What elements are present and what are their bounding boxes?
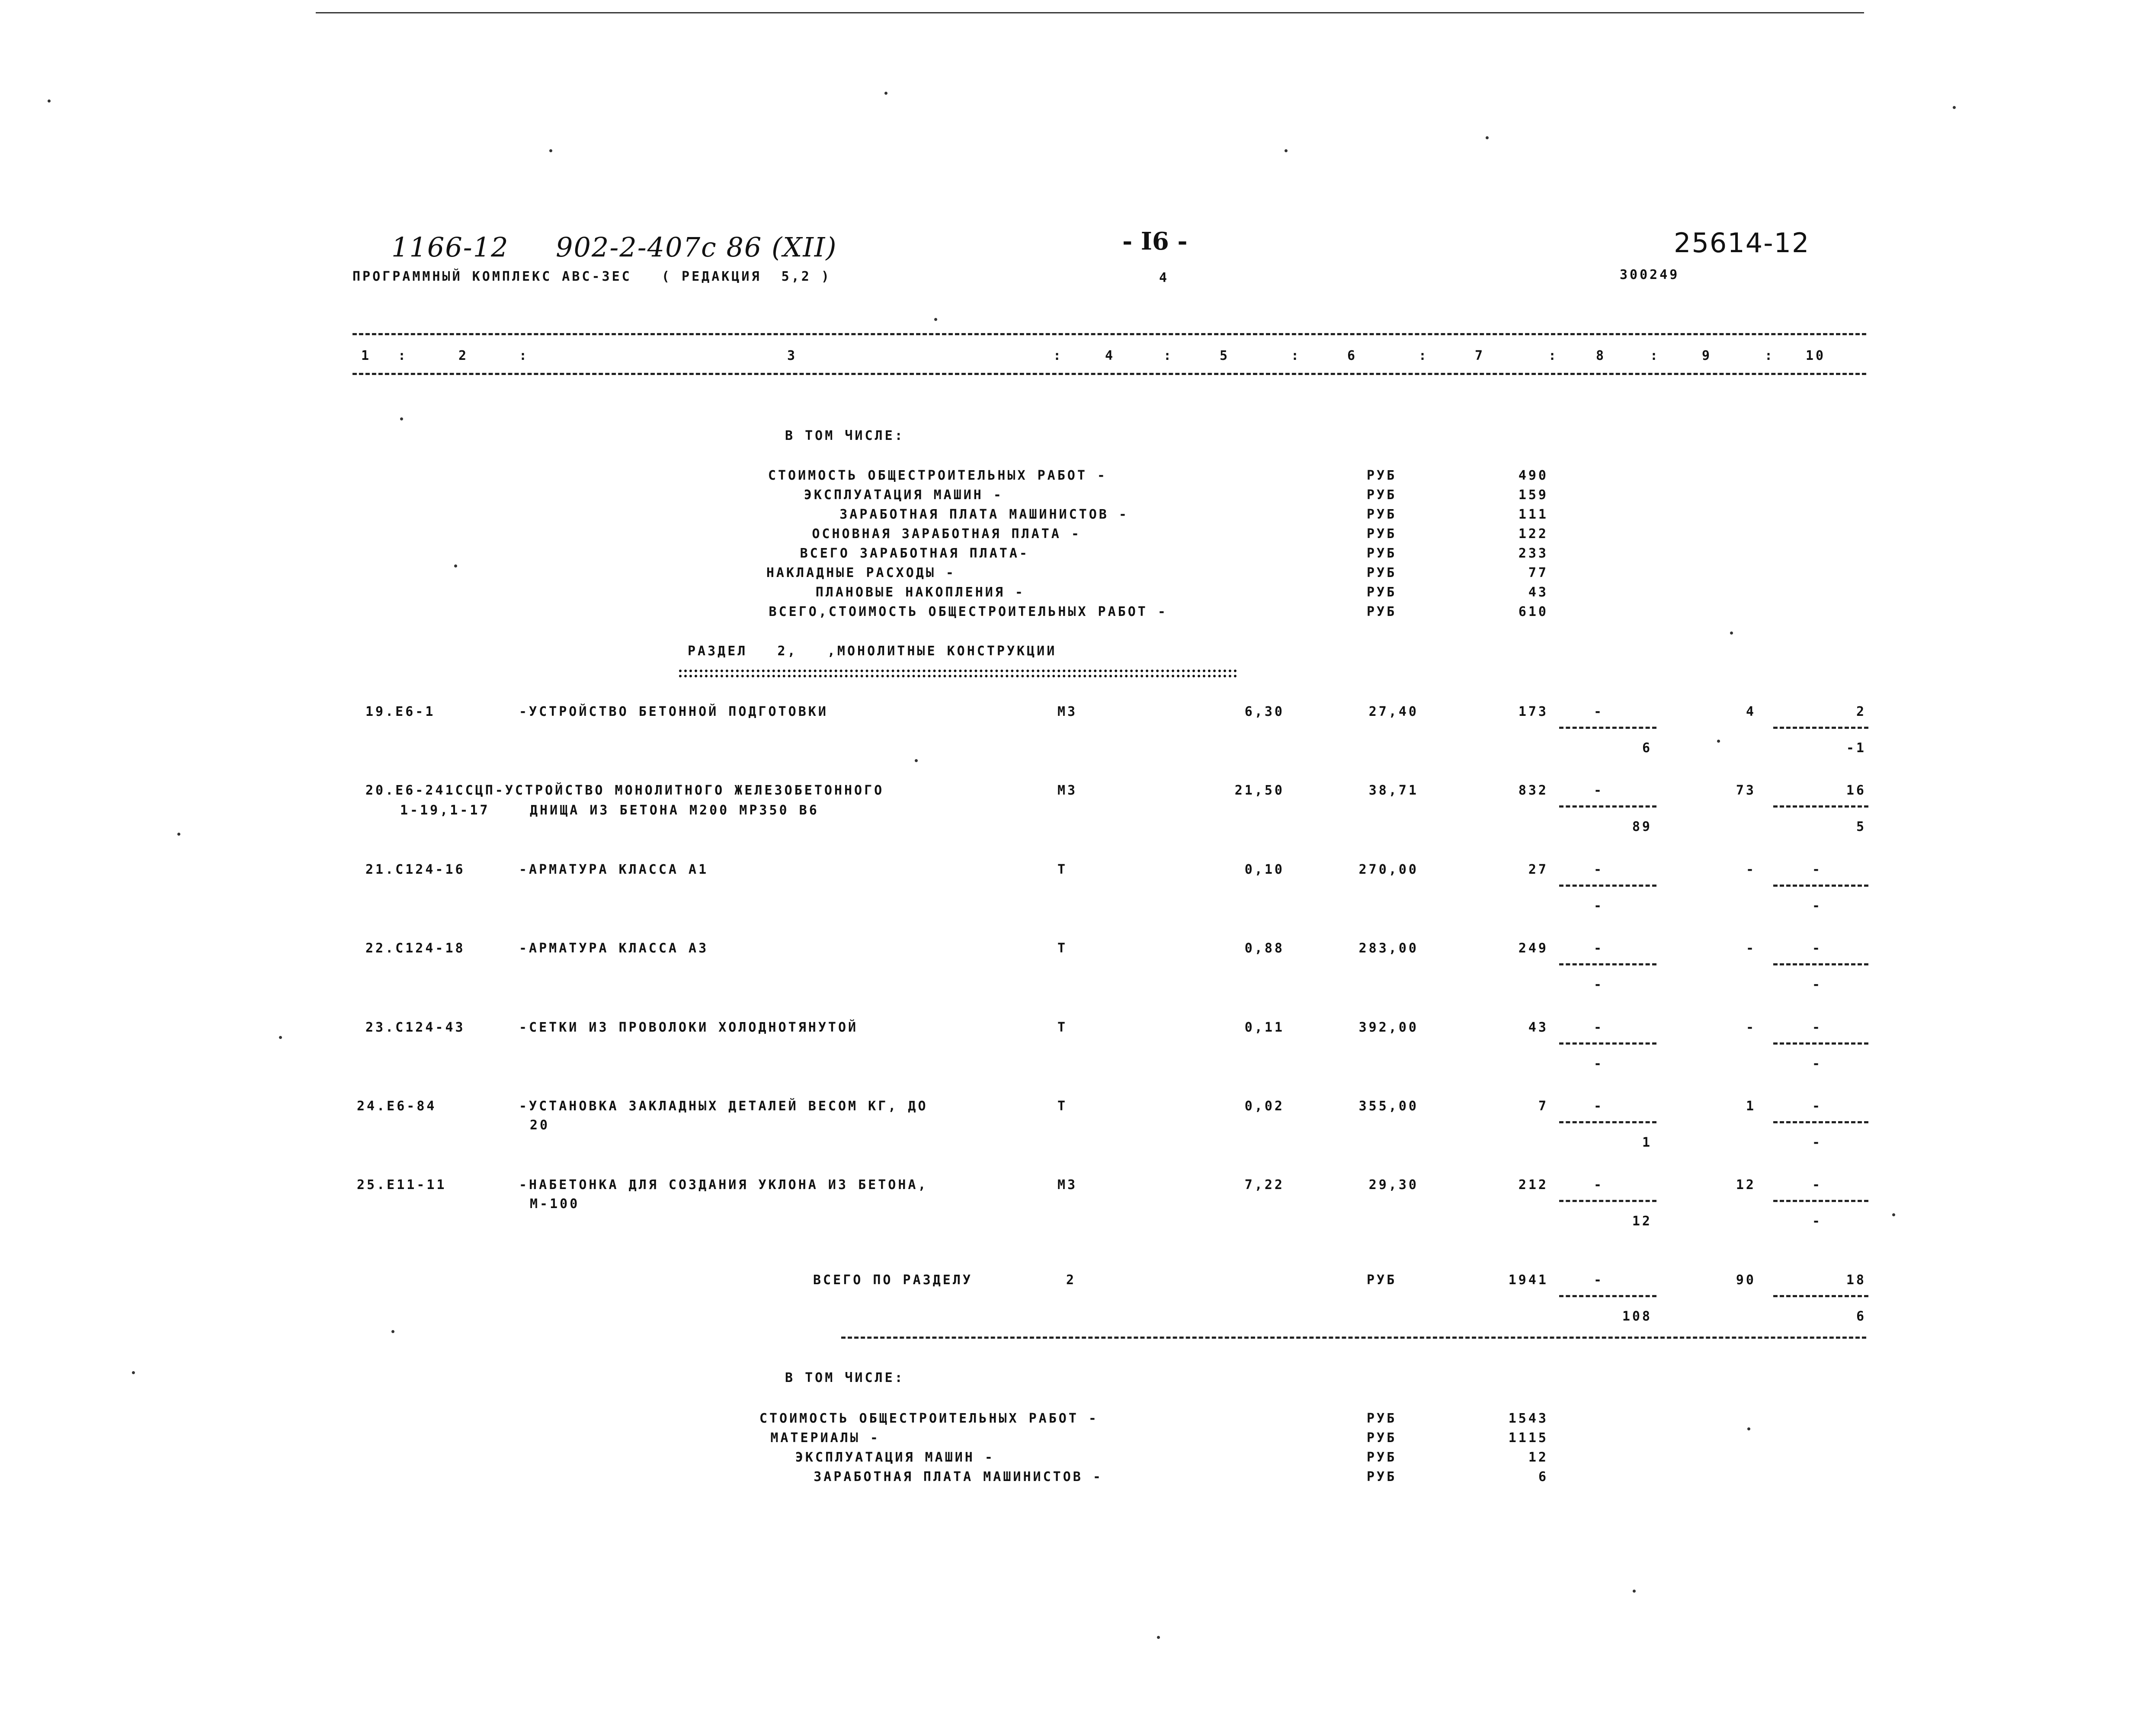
row-col8-rule: [1559, 805, 1656, 808]
row-col10-top: -: [1812, 1099, 1823, 1114]
summary-unit: РУБ: [1367, 487, 1397, 503]
scan-speck: [1747, 1427, 1750, 1430]
header-rule-bottom: [352, 373, 1866, 375]
row-col8-bottom: 1: [1642, 1135, 1652, 1150]
scan-speck: [915, 759, 918, 762]
section-total-value: 1941: [1508, 1273, 1548, 1288]
row-unit: М3: [1057, 783, 1078, 798]
row-quantity: 0,02: [1244, 1099, 1285, 1114]
section-subtitle: В ТОМ ЧИСЛЕ:: [785, 1370, 905, 1385]
row-quantity: 7,22: [1244, 1177, 1285, 1193]
row-total: 249: [1518, 941, 1548, 956]
handwritten-sheet-number: 1166-12: [391, 231, 509, 263]
summary-unit: РУБ: [1367, 1430, 1397, 1446]
row-quantity: 0,11: [1244, 1020, 1285, 1035]
scan-speck: [454, 564, 457, 567]
row-description: -УСТРОЙСТВО БЕТОННОЙ ПОДГОТОВКИ: [519, 704, 828, 719]
row-col10-bottom: -: [1812, 898, 1823, 914]
row-col8-top: -: [1594, 1177, 1604, 1193]
summary-label: МАТЕРИАЛЫ -: [770, 1430, 880, 1446]
summary-value: 490: [1518, 468, 1548, 483]
row-code: 25.Е11-11: [357, 1177, 447, 1193]
row-col10-top: -: [1812, 1177, 1823, 1193]
scan-speck: [1633, 1590, 1636, 1593]
row-col9: 12: [1736, 1177, 1756, 1193]
col-1: 1: [361, 348, 372, 363]
row-col10-top: -: [1812, 941, 1823, 956]
row-unit: Т: [1057, 1020, 1068, 1035]
row-col8-top: -: [1594, 1099, 1604, 1114]
scan-speck: [884, 92, 887, 95]
summary-unit: РУБ: [1367, 585, 1397, 600]
section-subtitle: В ТОМ ЧИСЛЕ:: [785, 428, 905, 443]
row-total: 7: [1538, 1099, 1548, 1114]
col-sep: :: [1291, 348, 1301, 363]
section-title-underline: [679, 675, 1237, 677]
col-sep: :: [398, 348, 408, 363]
row-price: 392,00: [1358, 1020, 1419, 1035]
summary-unit: РУБ: [1367, 1469, 1397, 1484]
row-description: -АРМАТУРА КЛАССА А3: [519, 941, 709, 956]
scan-speck: [391, 1330, 394, 1333]
row-col8-rule: [1559, 1121, 1656, 1123]
top-border-line: [316, 12, 1864, 13]
col-6: 6: [1347, 348, 1358, 363]
row-quantity: 0,88: [1244, 941, 1285, 956]
scan-speck: [1486, 136, 1489, 139]
row-col10-rule: [1773, 1200, 1868, 1202]
handwritten-inventory-number: 25614-12: [1674, 227, 1810, 259]
row-col8-top: -: [1594, 704, 1604, 719]
row-description: -НАБЕТОНКА ДЛЯ СОЗДАНИЯ УКЛОНА ИЗ БЕТОНА,: [519, 1177, 928, 1193]
summary-label: ВСЕГО ЗАРАБОТНАЯ ПЛАТА-: [800, 546, 1029, 561]
row-code-description: 20.Е6-241ССЦП-УСТРОЙСТВО МОНОЛИТНОГО ЖЕЛЕЗОБЕТОННОГО: [365, 783, 884, 798]
row-col8-bottom: -: [1594, 898, 1604, 914]
summary-unit: РУБ: [1367, 526, 1397, 542]
row-total: 832: [1518, 783, 1548, 798]
scan-speck: [1285, 149, 1288, 152]
summary-label: ПЛАНОВЫЕ НАКОПЛЕНИЯ -: [815, 585, 1025, 600]
col-4: 4: [1105, 348, 1115, 363]
summary-label: СТОИМОСТЬ ОБЩЕСТРОИТЕЛЬНЫХ РАБОТ -: [759, 1411, 1099, 1426]
section-total-col10-top: 18: [1846, 1273, 1866, 1288]
row-col10-rule: [1773, 963, 1868, 965]
section-total-col10-rule: [1773, 1295, 1868, 1297]
summary-value: 6: [1538, 1469, 1548, 1484]
summary-label: ЭКСПЛУАТАЦИЯ МАШИН -: [804, 487, 1003, 503]
summary-value: 1543: [1508, 1411, 1548, 1426]
row-unit: Т: [1057, 862, 1068, 877]
section-total-number: 2: [1066, 1273, 1076, 1288]
row-col8-rule: [1559, 1042, 1656, 1045]
scan-speck: [400, 417, 403, 420]
summary-unit: РУБ: [1367, 507, 1397, 522]
col-8: 8: [1596, 348, 1606, 363]
row-total: 43: [1528, 1020, 1548, 1035]
row-quantity: 0,10: [1244, 862, 1285, 877]
row-total: 27: [1528, 862, 1548, 877]
row-col9: 1: [1746, 1099, 1756, 1114]
scan-speck: [132, 1371, 135, 1374]
row-price: 283,00: [1358, 941, 1419, 956]
scan-speck: [1157, 1636, 1160, 1639]
row-col10-bottom: 5: [1856, 819, 1866, 834]
summary-unit: РУБ: [1367, 546, 1397, 561]
scan-speck: [934, 318, 937, 321]
section-title-underline: [679, 670, 1237, 672]
summary-label: ЭКСПЛУАТАЦИЯ МАШИН -: [795, 1450, 995, 1465]
section-total-unit: РУБ: [1367, 1273, 1397, 1288]
scan-speck: [279, 1036, 282, 1039]
summary-value: 122: [1518, 526, 1548, 542]
row-col8-top: -: [1594, 941, 1604, 956]
row-col9: 73: [1736, 783, 1756, 798]
row-price: 29,30: [1368, 1177, 1419, 1193]
row-unit: М3: [1057, 704, 1078, 719]
section-total-col9: 90: [1736, 1273, 1756, 1288]
summary-label: ОСНОВНАЯ ЗАРАБОТНАЯ ПЛАТА -: [812, 526, 1081, 542]
row-col8-bottom: 89: [1632, 819, 1652, 834]
row-unit: Т: [1057, 1099, 1068, 1114]
row-col8-bottom: 12: [1632, 1214, 1652, 1229]
summary-unit: РУБ: [1367, 565, 1397, 580]
scan-speck: [48, 99, 51, 103]
section-title: РАЗДЕЛ 2, ,МОНОЛИТНЫЕ КОНСТРУКЦИИ: [688, 644, 1057, 659]
col-sep: :: [1548, 348, 1559, 363]
col-sep: :: [1419, 348, 1429, 363]
row-quantity: 21,50: [1234, 783, 1285, 798]
row-col8-rule: [1559, 727, 1656, 729]
col-3: 3: [787, 348, 798, 363]
row-unit: М3: [1057, 1177, 1078, 1193]
code-number: 300249: [1620, 267, 1680, 282]
row-description-continuation: ДНИЩА ИЗ БЕТОНА М200 МРЗ50 В6: [530, 803, 819, 818]
row-col10-rule: [1773, 727, 1868, 729]
section-total-rule: [841, 1337, 1866, 1339]
row-col9: -: [1746, 941, 1756, 956]
col-2: 2: [458, 348, 469, 363]
scan-speck: [549, 149, 552, 152]
summary-unit: РУБ: [1367, 1411, 1397, 1426]
section-total-col8-bottom: 108: [1622, 1309, 1652, 1324]
summary-label: СТОИМОСТЬ ОБЩЕСТРОИТЕЛЬНЫХ РАБОТ -: [768, 468, 1107, 483]
row-col8-rule: [1559, 885, 1656, 887]
row-col10-bottom: -: [1812, 977, 1823, 992]
summary-label: ЗАРАБОТНАЯ ПЛАТА МАШИНИСТОВ -: [839, 507, 1129, 522]
summary-value: 12: [1528, 1450, 1548, 1465]
col-9: 9: [1702, 348, 1712, 363]
scan-speck: [177, 833, 180, 836]
row-col10-rule: [1773, 1121, 1868, 1123]
summary-value: 610: [1518, 604, 1548, 619]
summary-label: НАКЛАДНЫЕ РАСХОДЫ -: [766, 565, 956, 580]
row-description: -СЕТКИ ИЗ ПРОВОЛОКИ ХОЛОДНОТЯНУТОЙ: [519, 1020, 859, 1035]
program-caption: ПРОГРАММНЫЙ КОМПЛЕКС АВС-3ЕС ( РЕДАКЦИЯ 5,2 ): [352, 269, 831, 284]
row-col8-top: -: [1594, 862, 1604, 877]
row-col10-bottom: -1: [1846, 741, 1866, 756]
row-col10-rule: [1773, 885, 1868, 887]
row-col10-top: -: [1812, 1020, 1823, 1035]
col-7: 7: [1475, 348, 1485, 363]
col-sep: :: [1650, 348, 1660, 363]
col-sep: :: [1765, 348, 1775, 363]
scan-speck: [1892, 1213, 1895, 1216]
summary-label: ЗАРАБОТНАЯ ПЛАТА МАШИНИСТОВ -: [814, 1469, 1103, 1484]
row-col10-bottom: -: [1812, 1135, 1823, 1150]
row-code: 21.С124-16: [365, 862, 465, 877]
summary-value: 77: [1528, 565, 1548, 580]
row-col8-bottom: 6: [1642, 741, 1652, 756]
page-number: - I6 -: [1122, 227, 1188, 256]
summary-value: 1115: [1508, 1430, 1548, 1446]
row-code: 22.С124-18: [365, 941, 465, 956]
row-col8-bottom: -: [1594, 1056, 1604, 1071]
summary-unit: РУБ: [1367, 604, 1397, 619]
col-10: 10: [1806, 348, 1826, 363]
row-col8-top: -: [1594, 1020, 1604, 1035]
col-sep: :: [519, 348, 529, 363]
row-col8-top: -: [1594, 783, 1604, 798]
row-total: 212: [1518, 1177, 1548, 1193]
section-total-label: ВСЕГО ПО РАЗДЕЛУ: [813, 1273, 973, 1288]
row-col10-bottom: -: [1812, 1056, 1823, 1071]
section-total-col8-rule: [1559, 1295, 1656, 1297]
row-price: 355,00: [1358, 1099, 1419, 1114]
row-col8-rule: [1559, 963, 1656, 965]
summary-unit: РУБ: [1367, 1450, 1397, 1465]
row-col10-bottom: -: [1812, 1214, 1823, 1229]
scan-speck: [1730, 632, 1733, 635]
row-price: 27,40: [1368, 704, 1419, 719]
row-col10-rule: [1773, 1042, 1868, 1045]
row-code: 24.Е6-84: [357, 1099, 437, 1114]
summary-value: 233: [1518, 546, 1548, 561]
row-col9: 4: [1746, 704, 1756, 719]
section-total-col10-bottom: 6: [1856, 1309, 1866, 1324]
row-code-continuation: 1-19,1-17: [400, 803, 490, 818]
row-code: 23.С124-43: [365, 1020, 465, 1035]
col-sep: :: [1053, 348, 1064, 363]
summary-value: 43: [1528, 585, 1548, 600]
row-description: -АРМАТУРА КЛАССА А1: [519, 862, 709, 877]
handwritten-project-code: 902-2-407c 86 (XII): [556, 231, 837, 263]
scan-speck: [1953, 106, 1956, 109]
col-5: 5: [1220, 348, 1230, 363]
row-col10-top: 16: [1846, 783, 1866, 798]
summary-unit: РУБ: [1367, 468, 1397, 483]
row-col9: -: [1746, 1020, 1756, 1035]
row-price: 38,71: [1368, 783, 1419, 798]
row-col9: -: [1746, 862, 1756, 877]
header-rule-top: [352, 333, 1866, 335]
page-sub-number: 4: [1159, 270, 1169, 285]
summary-value: 111: [1518, 507, 1548, 522]
row-col10-top: 2: [1856, 704, 1866, 719]
row-col10-rule: [1773, 805, 1868, 808]
row-description-continuation: 20: [530, 1118, 550, 1133]
section-total-col8-top: -: [1594, 1273, 1604, 1288]
col-sep: :: [1163, 348, 1174, 363]
row-unit: Т: [1057, 941, 1068, 956]
summary-value: 159: [1518, 487, 1548, 503]
row-price: 270,00: [1358, 862, 1419, 877]
row-col8-rule: [1559, 1200, 1656, 1202]
scan-speck: [1717, 740, 1720, 743]
row-col10-top: -: [1812, 862, 1823, 877]
row-col8-bottom: -: [1594, 977, 1604, 992]
row-description-continuation: М-100: [530, 1196, 580, 1212]
summary-label: ВСЕГО,СТОИМОСТЬ ОБЩЕСТРОИТЕЛЬНЫХ РАБОТ -: [769, 604, 1168, 619]
row-description: -УСТАНОВКА ЗАКЛАДНЫХ ДЕТАЛЕЙ ВЕСОМ КГ, ДО: [519, 1099, 928, 1114]
row-quantity: 6,30: [1244, 704, 1285, 719]
row-code: 19.Е6-1: [365, 704, 436, 719]
row-total: 173: [1518, 704, 1548, 719]
